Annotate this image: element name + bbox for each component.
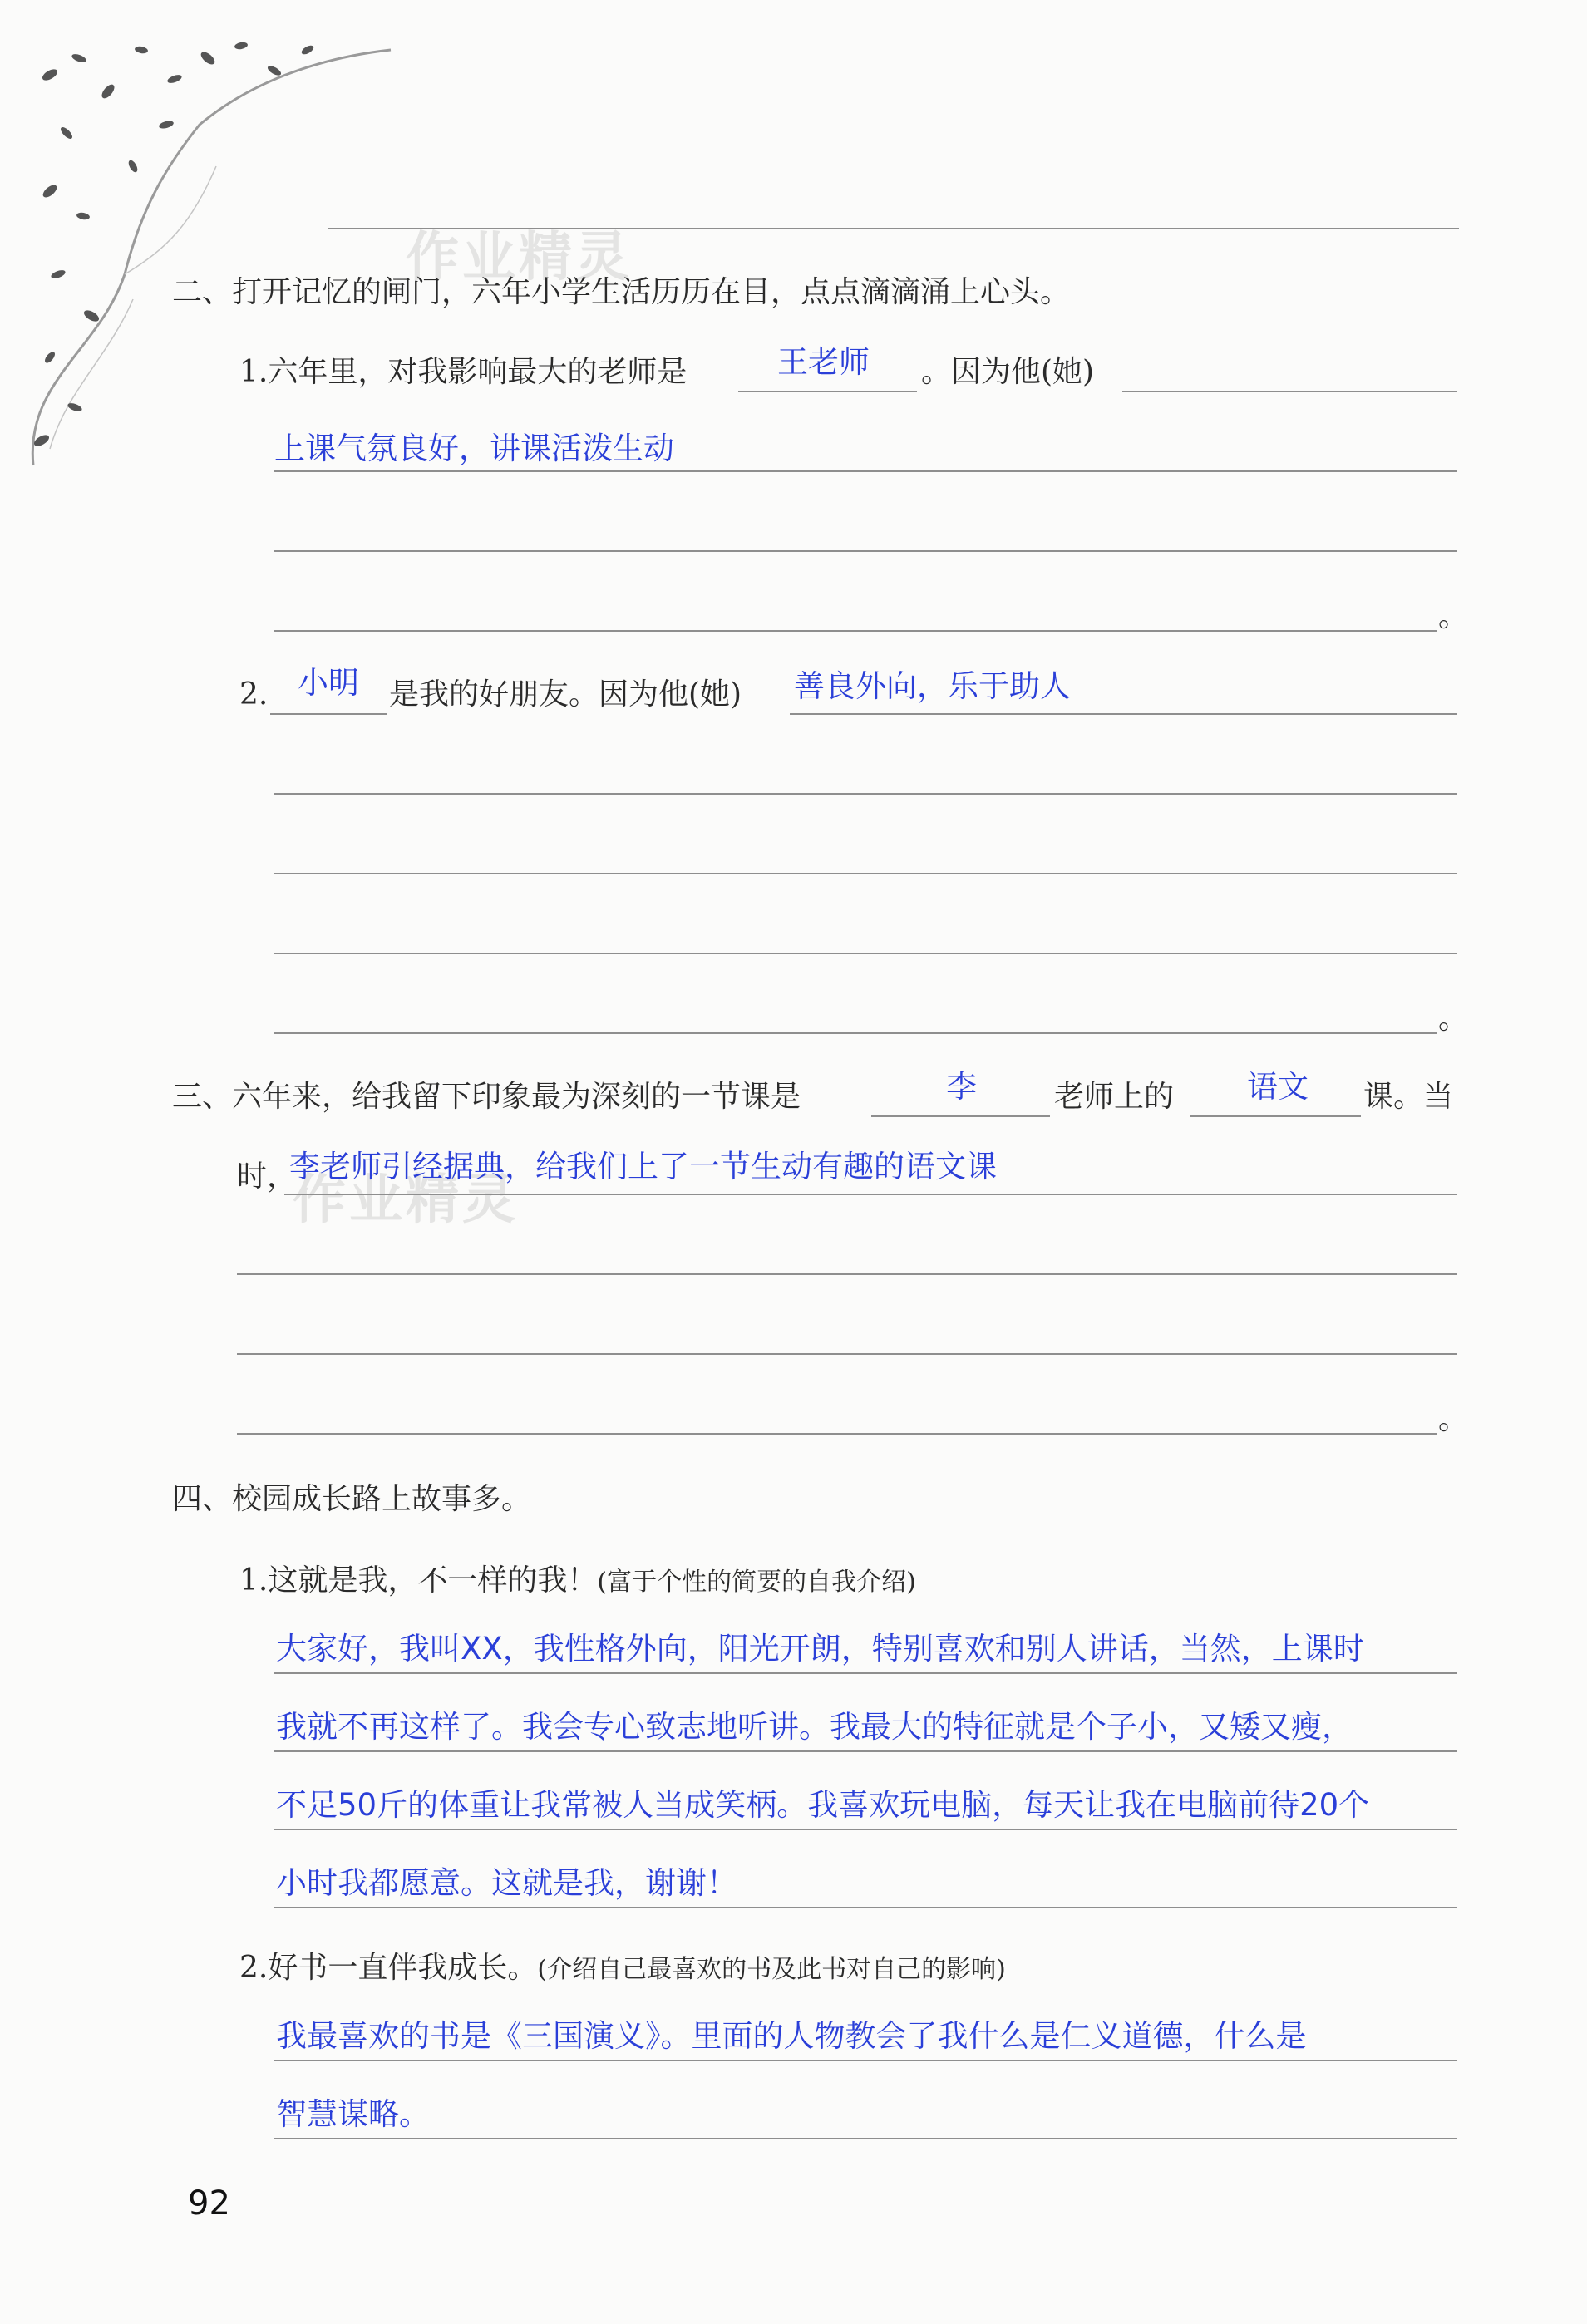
end-mark: 。 bbox=[1438, 1402, 1469, 1436]
s3-subject-answer[interactable]: 语文 bbox=[1247, 1069, 1309, 1105]
s4-q1-prompt-text: 1.这就是我，不一样的我！ bbox=[239, 1563, 598, 1598]
top-rule bbox=[328, 228, 1459, 229]
s2-q2-num: 2. bbox=[239, 677, 269, 711]
s2-q2-reason-answer[interactable]: 善良外向，乐于助人 bbox=[794, 668, 1071, 704]
s4-q1-prompt bbox=[239, 1563, 916, 1601]
s4-q1-answer-line[interactable]: 大家好，我叫XX，我性格外向，阳光开朗，特别喜欢和别人讲话，当然，上课时 bbox=[276, 1631, 1364, 1667]
answer-line bbox=[284, 1194, 1457, 1195]
s2-q1-prefix: 1.六年里，对我影响最大的老师是 bbox=[239, 355, 688, 389]
end-mark: 。 bbox=[1438, 599, 1469, 633]
page-number: 92 bbox=[188, 2184, 230, 2223]
s4-q1-answer-line[interactable]: 不足50斤的体重让我常被人当成笑柄。我喜欢玩电脑，每天让我在电脑前待20个 bbox=[276, 1787, 1370, 1823]
s2-q1-teacher-answer[interactable]: 王老师 bbox=[777, 344, 870, 380]
answer-line bbox=[274, 1032, 1437, 1034]
s2-q2-reason-blank bbox=[790, 713, 1457, 715]
answer-line bbox=[237, 1433, 1437, 1435]
answer-line bbox=[274, 953, 1457, 954]
section2-heading: 二、打开记忆的闸门，六年小学生活历历在目，点点滴滴涌上心头。 bbox=[172, 275, 1071, 309]
s3-subject-blank bbox=[1190, 1115, 1361, 1117]
answer-line bbox=[274, 1907, 1457, 1908]
answer-line bbox=[237, 1273, 1457, 1275]
s4-q2-prompt-text: 2.好书一直伴我成长。 bbox=[239, 1951, 538, 1985]
answer-line bbox=[274, 1829, 1457, 1830]
s2-q1-middle: 。因为他(她) bbox=[921, 355, 1095, 389]
leaf-corner-decoration-icon bbox=[0, 0, 432, 499]
answer-line bbox=[274, 2138, 1457, 2139]
s3-teacher-answer[interactable]: 李 bbox=[946, 1069, 977, 1105]
answer-line bbox=[274, 1672, 1457, 1674]
answer-line bbox=[274, 2060, 1457, 2061]
section3-prefix: 三、六年来，给我留下印象最为深刻的一节课是 bbox=[172, 1080, 801, 1114]
s2-q2-friend-answer[interactable]: 小明 bbox=[298, 665, 359, 701]
s3-detail-answer[interactable]: 李老师引经据典，给我们上了一节生动有趣的语文课 bbox=[289, 1149, 997, 1184]
s2-q1-teacher-blank bbox=[738, 391, 917, 392]
s4-q1-answer-line[interactable]: 小时我都愿意。这就是我，谢谢！ bbox=[276, 1865, 737, 1901]
s2-q1-reason-answer[interactable]: 上课气氛良好，讲课活泼生动 bbox=[274, 431, 674, 466]
answer-line bbox=[274, 630, 1437, 632]
s2-q2-middle: 是我的好朋友。因为他(她) bbox=[389, 677, 742, 711]
s4-q2-answer-line[interactable]: 智慧谋略。 bbox=[276, 2096, 430, 2132]
s4-q2-prompt bbox=[239, 1950, 1006, 1988]
s3-teacher-blank bbox=[871, 1115, 1050, 1117]
s3-middle: 老师上的 bbox=[1054, 1080, 1175, 1114]
answer-line bbox=[274, 470, 1457, 472]
answer-line bbox=[274, 873, 1457, 874]
s4-q1-hint: (富于个性的简要的自我介绍) bbox=[597, 1568, 916, 1597]
watermark: 作业精灵 bbox=[293, 1169, 519, 1231]
s3-line2-prefix: 时， bbox=[237, 1160, 298, 1194]
answer-line bbox=[237, 1353, 1457, 1355]
s4-q1-answer-line[interactable]: 我就不再这样了。我会专心致志地听讲。我最大的特征就是个子小，又矮又瘦， bbox=[276, 1709, 1353, 1745]
watermark: 作业精灵 bbox=[406, 227, 632, 288]
answer-line bbox=[274, 550, 1457, 552]
s3-suffix: 课。当 bbox=[1363, 1080, 1454, 1114]
answer-line bbox=[274, 793, 1457, 795]
s2-q1-reason-blank bbox=[1122, 391, 1457, 392]
s4-q2-answer-line[interactable]: 我最喜欢的书是《三国演义》。里面的人物教会了我什么是仁义道德，什么是 bbox=[276, 2018, 1307, 2054]
end-mark: 。 bbox=[1438, 1002, 1469, 1036]
answer-line bbox=[274, 1750, 1457, 1752]
section4-heading: 四、校园成长路上故事多。 bbox=[172, 1482, 532, 1516]
s2-q2-friend-blank bbox=[270, 713, 387, 715]
s4-q2-hint: (介绍自己最喜欢的书及此书对自己的影响) bbox=[537, 1955, 1006, 1984]
